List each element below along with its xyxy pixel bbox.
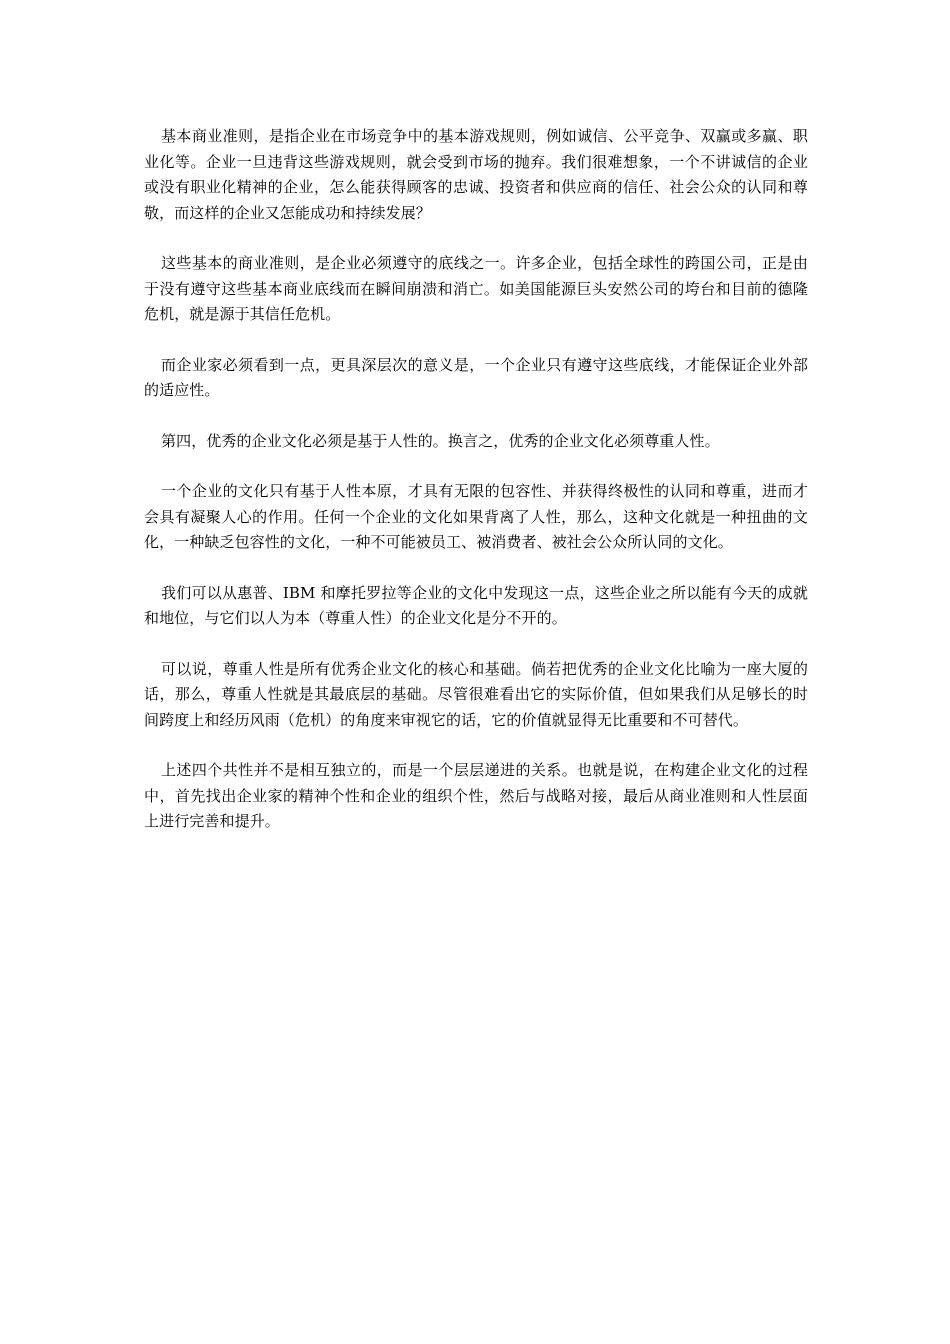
paragraph-7: 可以说，尊重人性是所有优秀企业文化的核心和基础。倘若把优秀的企业文化比喻为一座大厦的话，那么，尊重人性就是其最底层的基础。尽管很难看出它的实际价值，但如果我们从足够长的时间跨度上和经历风雨（危机）的角度来审视它的话，它的价值就显得无比重要和不可替代。	[144, 659, 808, 729]
paragraph-6: 我们可以从惠普、IBM 和摩托罗拉等企业的文化中发现这一点，这些企业之所以能有今天的成就和地位，与它们以人为本（尊重人性）的企业文化是分不开的。	[144, 583, 808, 627]
paragraph-5: 一个企业的文化只有基于人性本原，才具有无限的包容性、并获得终极性的认同和尊重，进而才会具有凝聚人心的作用。任何一个企业的文化如果背离了人性，那么，这种文化就是一种扭曲的文化，一种缺乏包容性的文化，一种不可能被员工、被消费者、被社会公众所认同的文化。	[144, 482, 808, 551]
paragraph-4: 第四，优秀的企业文化必须是基于人性的。换言之，优秀的企业文化必须尊重人性。	[161, 431, 720, 450]
paragraph-1: 基本商业准则，是指企业在市场竞争中的基本游戏规则，例如诚信、公平竞争、双赢或多赢、职业化等。企业一旦违背这些游戏规则，就会受到市场的抛弃。我们很难想象，一个不讲诚信的企业或没有职业化精神的企业，怎么能获得顾客的忠诚、投资者和供应商的信任、社会公众的认同和尊敬，而这样的企业又怎能成功和持续发展？	[144, 127, 808, 222]
paragraph-8: 上述四个共性并不是相互独立的，而是一个层层递进的关系。也就是说，在构建企业文化的过程中，首先找出企业家的精神个性和企业的组织个性，然后与战略对接，最后从商业准则和人性层面上进行完善和提升。	[144, 761, 808, 830]
paragraph-2: 这些基本的商业准则，是企业必须遵守的底线之一。许多企业，包括全球性的跨国公司，正是由于没有遵守这些基本商业底线而在瞬间崩溃和消亡。如美国能源巨头安然公司的垮台和目前的德隆危机，就是源于其信任危机。	[144, 254, 808, 323]
document-body	[144, 124, 808, 860]
paragraph-3: 而企业家必须看到一点，更具深层次的意义是，一个企业只有遵守这些底线，才能保证企业外部的适应性。	[144, 355, 808, 399]
